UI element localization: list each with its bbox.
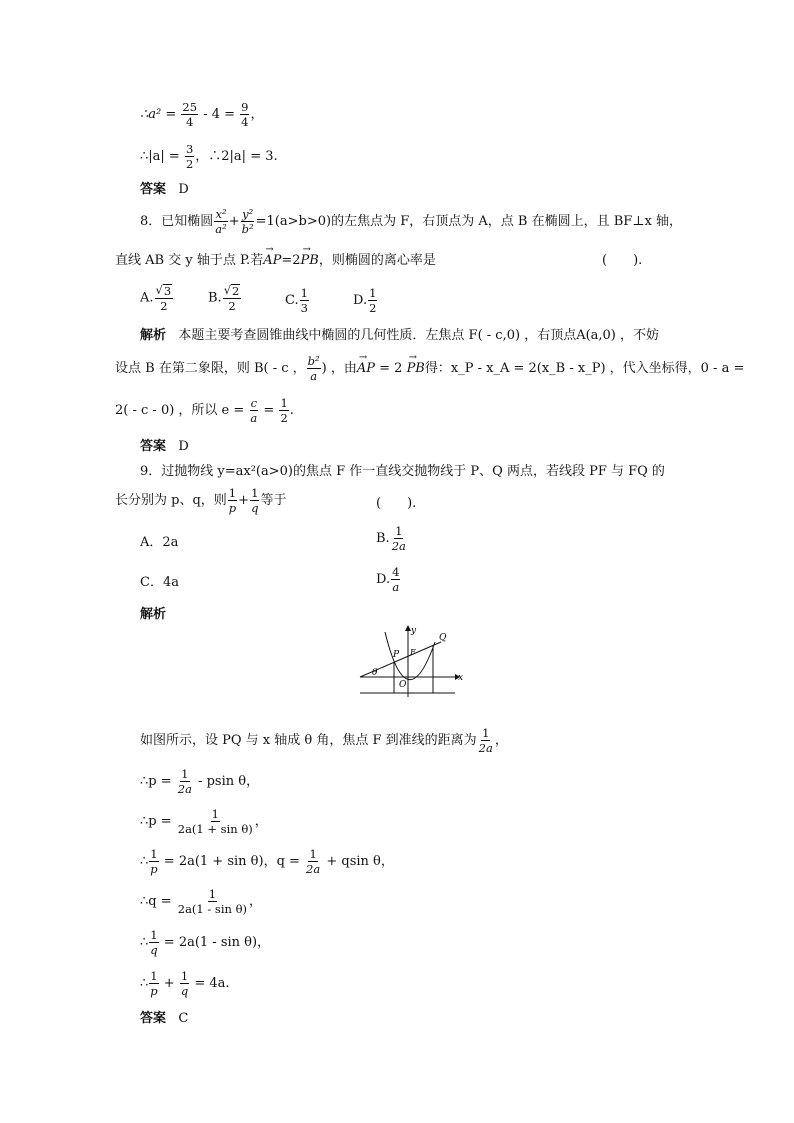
answer-prev: 答案 D [140, 182, 189, 197]
q8-solution-line3: 2( - c - 0) ，所以 e = $\frac{c}{a}$ = $\frac{1}{2}$ . [115, 396, 294, 426]
q8-option-d: D. $\frac{1}{2}$ [353, 286, 377, 316]
q9-eq2: ∴p = $\frac{1}{\text{2a(1 + sin θ)}}$ ， [140, 807, 268, 837]
q9-stem-line1: 9．过抛物线 y=ax²(a>0)的焦点 F 作一直线交抛物线于 P、Q 两点，若线段 PF 与 FQ 的 [140, 464, 665, 479]
eq-a-squared: ∴a² = $\frac{25}{4}$ - 4 = $\frac{9}{4}$ ， [140, 100, 264, 130]
q8-stem-line1: 8．已知椭圆 $\frac{\text{x²}}{\text{a²}}$ + $\frac{\text{y²}}{\text{b²}}$ =1(a>b>0)的左焦点为 F，右顶点为 A，点 B 在椭圆上，且 BF⊥x 轴， [140, 207, 682, 237]
q8-answer: 答案 D [140, 439, 189, 454]
q9-option-c: C．4a [140, 575, 179, 590]
label-y: y [411, 626, 417, 636]
q9-eq4: ∴q = $\frac{1}{\text{2a(1 - sin θ)}}$ ， [140, 887, 262, 917]
q9-option-d: D. $\frac{4}{a}$ [376, 565, 400, 595]
q8-stem-line2: 直线 AB 交 y 轴于点 P.若→ AP=2→ PB，则椭圆的离心率是 [115, 254, 436, 267]
label-p: P [393, 650, 400, 660]
q9-eq5: ∴ $\frac{1}{q}$ = 2a(1 - sin θ)， [140, 928, 271, 958]
label-o: O [399, 680, 407, 690]
q9-eq1: ∴p = $\frac{1}{2a}$ - psin θ， [140, 767, 260, 797]
q9-answer-paren: ( ). [376, 496, 417, 511]
q8-solution-line1: 解析 本题主要考查圆锥曲线中椭圆的几何性质．左焦点 F( - c,0) ，右顶点A(a,0) ，不妨 [140, 328, 660, 343]
q8-option-a: A. √ 3 2 [140, 283, 172, 314]
q8-option-c: C. $\frac{1}{3}$ [285, 286, 308, 316]
q9-option-b: B. $\frac{1}{2a}$ [376, 524, 406, 554]
q9-solution-label: 解析 [140, 607, 167, 622]
parabola-figure [355, 622, 475, 700]
q9-eq3: ∴ $\frac{1}{p}$ = 2a(1 + sin θ)，q = $\frac{1}{2a}$ + qsin θ， [140, 847, 394, 877]
q8-solution-line2: 设点 B 在第二象限，则 B( - c ， $\frac{\text{b²}}{a}$ ) ，由→ AP = 2 → PB得：x_P - x_A = 2(x_B - x_P) ，代入坐标得，0 - a = [115, 355, 744, 382]
q9-option-a: A．2a [140, 535, 179, 550]
eq-abs-a: ∴|a| = $\frac{3}{2}$ ，∴2|a| = 3. [140, 142, 278, 172]
label-x: x [458, 673, 464, 683]
q8-option-b: B. √ 2 2 [208, 283, 240, 314]
q9-stem-line2: 长分别为 p、q，则 $\frac{1}{p}$ + $\frac{1}{q}$ 等于 [115, 486, 287, 516]
label-f: F [410, 648, 416, 657]
q9-solution-description: 如图所示，设 PQ 与 x 轴成 θ 角，焦点 F 到准线的距离为 $\frac{1}{2a}$ ， [140, 726, 508, 756]
q8-answer-paren: ( ). [602, 253, 643, 268]
label-theta: θ [372, 668, 378, 678]
label-q: Q [439, 633, 447, 643]
q9-answer: 答案 C [140, 1011, 189, 1026]
q9-eq6: ∴ $\frac{1}{p}$ + $\frac{1}{q}$ = 4a. [140, 969, 230, 999]
